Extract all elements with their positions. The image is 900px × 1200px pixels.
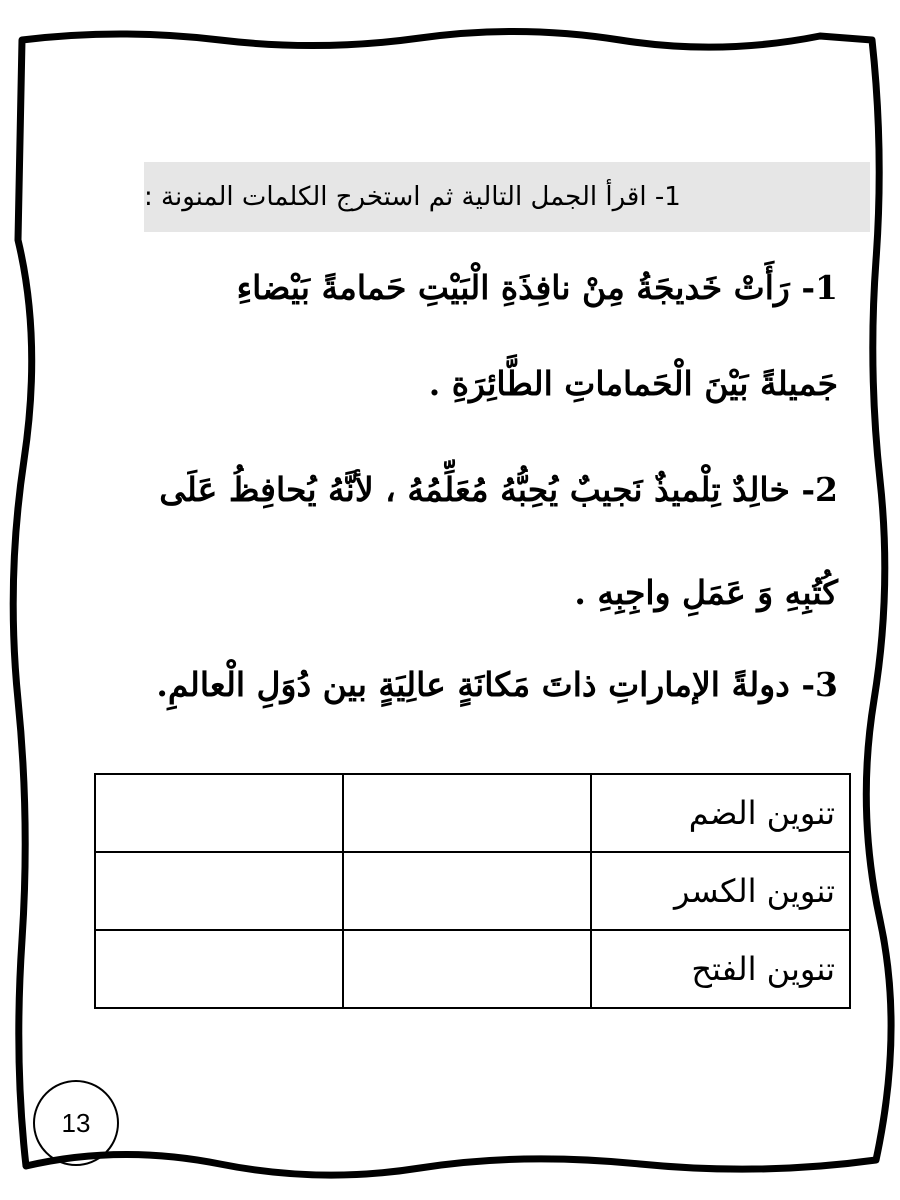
- answer-cell[interactable]: [95, 774, 343, 852]
- page-number-circle: [33, 1080, 119, 1166]
- sentence-1-line-2: جَميلةً بَيْنَ الْحَماماتِ الطَّائِرَةِ .: [428, 364, 838, 403]
- sentence-2-line-1: 2- خالِدٌ تِلْميذٌ نَجيبٌ يُحِبُّهُ مُعَلِّمُهُ ، لأنَّهُ يُحافِظُ عَلَى: [159, 470, 838, 509]
- answer-cell[interactable]: [343, 774, 591, 852]
- instruction-text: 1- اقرأ الجمل التالية ثم استخرج الكلمات المنونة :: [144, 182, 681, 212]
- page-number: 13: [61, 1107, 91, 1138]
- row-label-damma: تنوين الضم: [591, 774, 850, 852]
- tanween-answer-table: [94, 773, 851, 1009]
- answer-cell[interactable]: [343, 852, 591, 930]
- answer-cell[interactable]: [95, 930, 343, 1008]
- sentence-3-line-1: 3- دولةً الإماراتِ ذاتَ مَكانَةٍ عالِيَةٍ بين دُوَلِ الْعالمِ.: [156, 665, 838, 704]
- sentence-2-line-2: كُتُبِهِ وَ عَمَلِ واجِبِهِ .: [574, 573, 838, 612]
- row-label-fatha: تنوين الفتح: [591, 930, 850, 1008]
- table-row: [95, 852, 850, 930]
- answer-cell[interactable]: [95, 852, 343, 930]
- table-row: [95, 930, 850, 1008]
- answer-cell[interactable]: [343, 930, 591, 1008]
- instruction-heading: [144, 162, 870, 232]
- table-row: [95, 774, 850, 852]
- sentence-1-line-1: 1- رَأَتْ خَديجَةُ مِنْ نافِذَةِ الْبَيْتِ حَمامةً بَيْضاءِ: [236, 268, 838, 307]
- row-label-kasra: تنوين الكسر: [591, 852, 850, 930]
